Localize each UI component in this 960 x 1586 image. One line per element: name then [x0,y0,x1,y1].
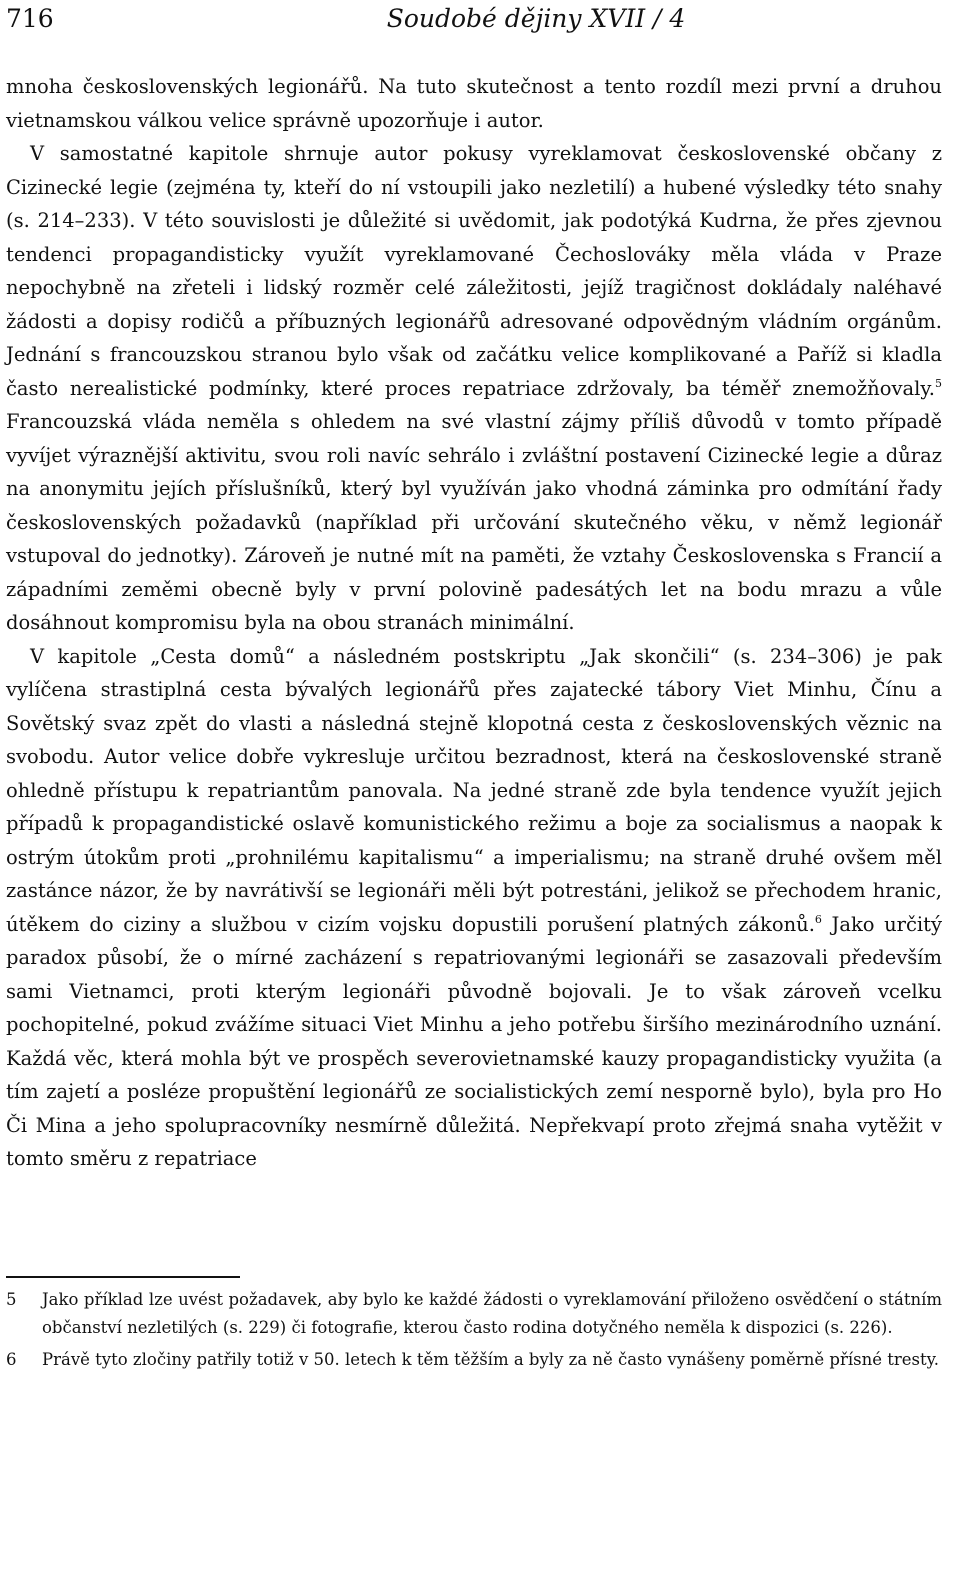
footnote-divider [6,1276,240,1278]
paragraph-1 [6,70,942,137]
footnotes [6,1286,942,1374]
journal-title: Soudobé dějiny XVII / 4 [386,4,686,33]
footnote-ref-6[interactable]: 6 [814,912,822,926]
footnote-6 [6,1346,942,1374]
paragraph-3-text-b: Jako určitý paradox působí, že o mírné zacházení s repatriovanými legionáři se zasazovali především sami Vietnamci, proti kterým legionáři původně bojovali. Je to však zároveň vcelku pochopitelné, pokud zvážíme situaci Viet Minhu a jeho potřebu širšího mezinárodního uznání. Každá věc, která mohla být ve prospěch severovietnamské kauzy propagandisticky využita (a tím zajetí a posléze propuštění legionářů ze socialistických zemí nesporně bylo), byla pro Ho Či Mina a jeho spolupracovníky nesmírně důležitá. Nepřekvapí proto zřejmá snaha vytěžit v tomto směru z repatriace [6,912,943,1170]
footnote-number: 6 [6,1350,17,1369]
footnote-text: Právě tyto zločiny patřily totiž v 50. letech k těm těžším a byly za ně často vynášeny poměrně přísné tresty. [42,1350,939,1369]
paragraph-2-text-a: V samostatné kapitole shrnuje autor pokusy vyreklamovat československé občany z Cizinecké legie (zejména ty, kteří do ní vstoupili jako nezletilí) a hubené výsledky této snahy (s. 214–233). V této souvislosti je důležité si uvědomit, jak podotýká Kudrna, že přes zjevnou tendenci propagandisticky využít vyreklamované Čechoslováky měla vláda v Praze nepochybně na zřeteli i lidský rozměr celé záležitosti, jejíž tragičnost dokládaly naléhavé žádosti a dopisy rodičů a příbuzných legionářů adresované odpovědným vládním orgánům. Jednání s francouzskou stranou bylo však od začátku velice komplikované a Paříž si kladla často nerealistické podmínky, které proces repatriace zdržovaly, ba téměř znemožňovaly. [6,142,942,400]
footnote-text: Jako příklad lze uvést požadavek, aby bylo ke každé žádosti o vyreklamování přiloženo osvědčení o státním občanství nezletilých (s. 229) či fotografie, kterou často rodina dotyčného neměla k dispozici (s. 226). [42,1290,942,1337]
running-header [6,4,948,40]
paragraph-3 [6,640,942,1176]
footnote-ref-5[interactable]: 5 [935,376,942,390]
paragraph-3-text-a: V kapitole „Cesta domů“ a následném postskriptu „Jak skončili“ (s. 234–306) je pak vylíčena strastiplná cesta bývalých legionářů přes zajatecké tábory Viet Minhu, Čínu a Sovětský svaz zpět do vlasti a následná stejně klopotná cesta z československých věznic na svobodu. Autor velice dobře vykresluje určitou bezradnost, která na československé straně ohledně přístupu k repatriantům panovala. Na jedné straně zde byla tendence využít jejich případů k propagandistické oslavě komunistického režimu a boje za socialismus a naopak k ostrým útokům proti „prohnilému kapitalismu“ a imperialismu; na straně druhé ovšem měl zastánce názor, že by navrátivší se legionáři měli být potrestáni, jelikož se přechodem hranic, útěkem do ciziny a službou v cizím vojsku dopustili porušení platných zákonů. [6,644,942,936]
paragraph-2 [6,137,942,640]
page-number: 716 [6,4,54,33]
paragraph-1-text: mnoha československých legionářů. Na tuto skutečnost a tento rozdíl mezi první a druhou vietnamskou válkou velice správně upozorňuje i autor. [6,75,942,132]
paragraph-2-text-b: Francouzská vláda neměla s ohledem na své vlastní zájmy příliš důvodů v tomto případě vyvíjet výraznější aktivitu, svou roli navíc sehrálo i zvláštní postavení Cizinecké legie a důraz na anonymitu jejích příslušníků, který byl využíván jako vhodná záminka pro odmítání řady československých požadavků (například při určování skutečného věku, v němž legionář vstupoval do jednotky). Zároveň je nutné mít na paměti, že vztahy Československa s Francií a západními zeměmi obecně byly v první polovině padesátých let na bodu mrazu a vůle dosáhnout kompromisu byla na obou stranách minimální. [6,410,942,634]
footnote-number: 5 [6,1290,17,1309]
footnote-5 [6,1286,942,1342]
body-text [6,70,942,1176]
